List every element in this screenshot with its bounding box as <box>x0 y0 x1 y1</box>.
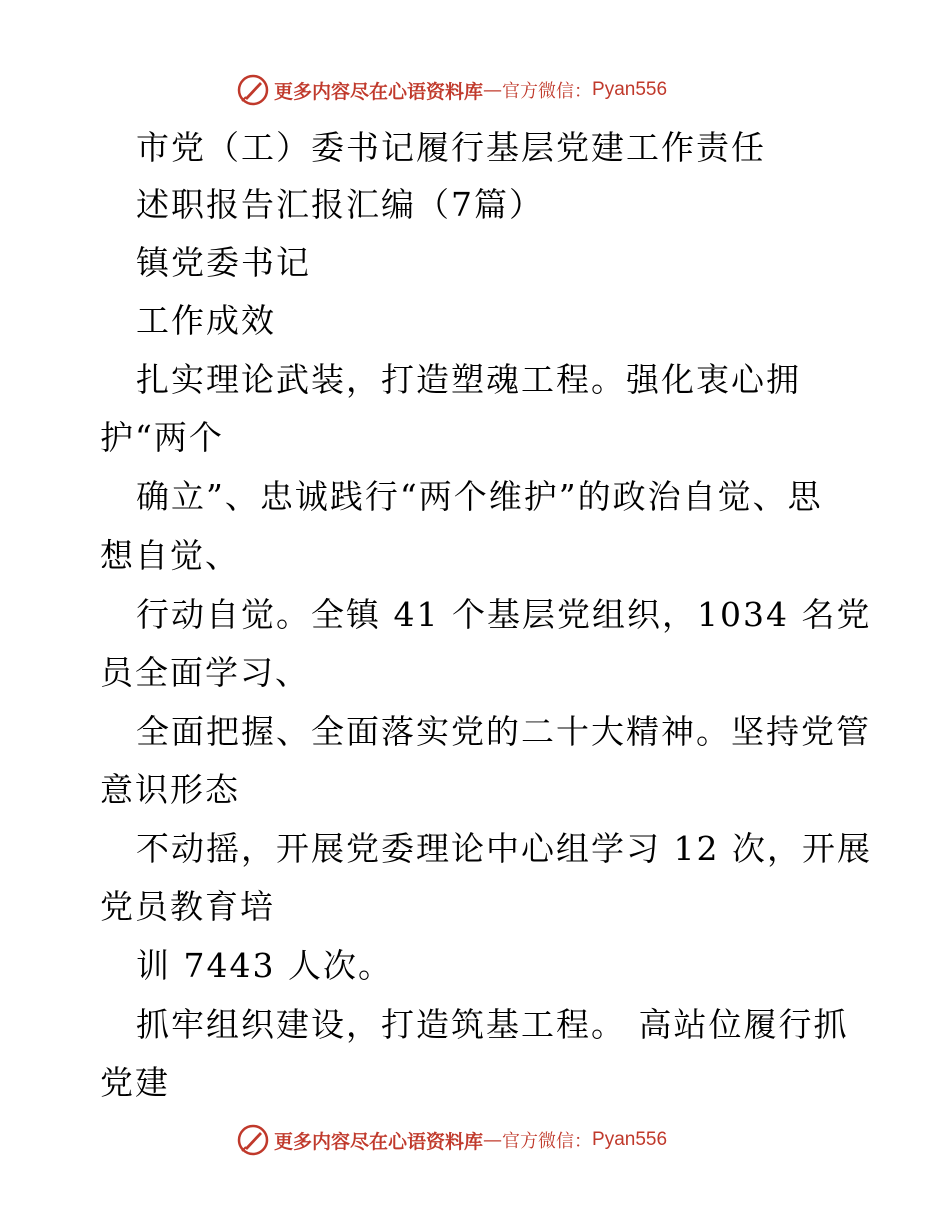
paragraph-line: 党建 <box>100 1063 170 1102</box>
header-account: Pyan556 <box>592 79 668 100</box>
paragraph-line: 不动摇，开展党委理论中心组学习 12 次，开展 <box>136 829 872 868</box>
paragraph-line: 员全面学习、 <box>100 653 310 692</box>
footer-official-label: 官方微信： <box>502 1131 593 1152</box>
footer-banner <box>236 1122 667 1158</box>
paragraph-line: 确立”、忠诚践行“两个维护”的政治自觉、思 <box>136 477 823 516</box>
paragraph-line: 训 7443 人次。 <box>136 946 393 985</box>
paragraph-line: 扎实理论武装，打造塑魂工程。强化衷心拥 <box>136 360 801 399</box>
subsection-heading: 工作成效 <box>136 301 276 340</box>
paragraph-line: 护“两个 <box>100 418 224 457</box>
paragraph-line: 党员教育培 <box>100 887 275 926</box>
paragraph-line: 想自觉、 <box>100 536 240 575</box>
section-heading: 镇党委书记 <box>136 243 311 282</box>
footer-dash: — <box>483 1129 503 1151</box>
title-line-1: 市党（工）委书记履行基层党建工作责任 <box>136 128 766 167</box>
header-official-label: 官方微信： <box>502 81 593 102</box>
feather-pen-logo-icon <box>236 73 270 107</box>
title-line-2: 述职报告汇报汇编（7篇） <box>136 185 544 224</box>
paragraph-line: 抓牢组织建设，打造筑基工程。 高站位履行抓 <box>136 1005 849 1044</box>
header-dash: — <box>483 79 503 101</box>
paragraph-line: 行动自觉。全镇 41 个基层党组织，1034 名党 <box>136 595 872 634</box>
feather-pen-logo-icon <box>236 1123 270 1157</box>
header-site-name: 更多内容尽在心语资料库 <box>274 80 484 103</box>
header-banner <box>236 72 667 108</box>
paragraph-line: 全面把握、全面落实党的二十大精神。坚持党管 <box>136 712 871 751</box>
paragraph-line: 意识形态 <box>100 770 240 809</box>
footer-site-name: 更多内容尽在心语资料库 <box>274 1130 484 1153</box>
footer-account: Pyan556 <box>592 1129 668 1150</box>
